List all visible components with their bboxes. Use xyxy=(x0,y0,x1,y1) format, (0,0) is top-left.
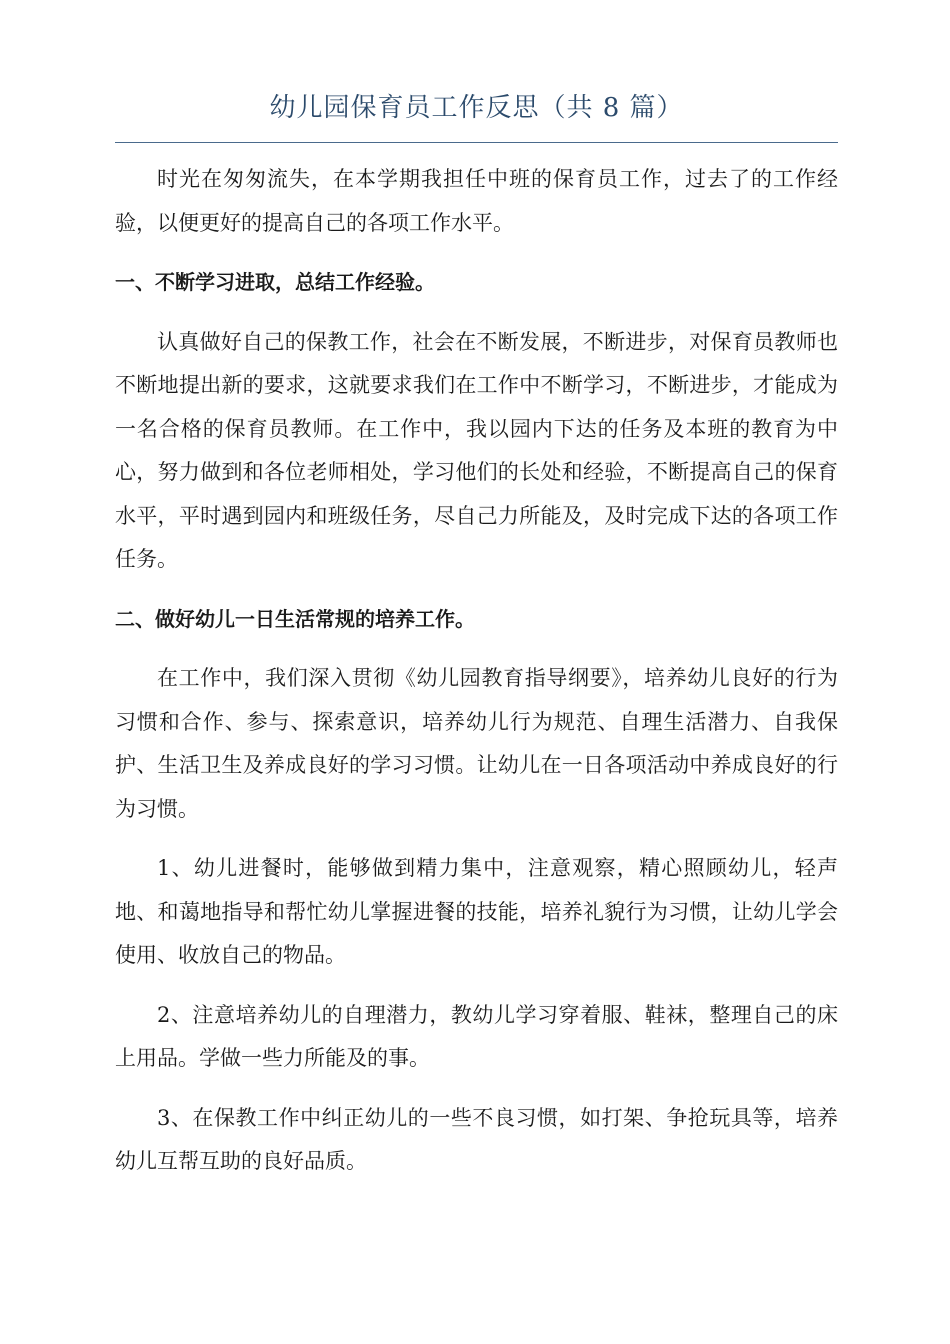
document-title: 幼儿园保育员工作反思（共 8 篇） xyxy=(269,93,684,123)
document-body xyxy=(115,158,838,1200)
section-1-paragraph: 认真做好自己的保教工作，社会在不断发展，不断进步，对保育员教师也不断地提出新的要求，这就要求我们在工作中不断学习，不断进步，才能成为一名合格的保育员教师。在工作中，我以园内下达的任务及本班的教育为中心，努力做到和各位老师相处，学习他们的长处和经验，不断提高自己的保育水平，平时遇到园内和班级任务，尽自己力所能及，及时完成下达的各项工作任务。 xyxy=(115,329,838,571)
title-divider xyxy=(115,142,838,143)
list-item-2: 2、注意培养幼儿的自理潜力，教幼儿学习穿着服、鞋袜，整理自己的床上用品。学做一些力所能及的事。 xyxy=(115,1002,838,1070)
section-2-paragraph: 在工作中，我们深入贯彻《幼儿园教育指导纲要》，培养幼儿良好的行为习惯和合作、参与、探索意识，培养幼儿行为规范、自理生活潜力、自我保护、生活卫生及养成良好的学习习惯。让幼儿在一日各项活动中养成良好的行为习惯。 xyxy=(115,666,838,821)
section-heading-2: 二、做好幼儿一日生活常规的培养工作。 xyxy=(115,606,475,631)
section-heading-1: 一、不断学习进取，总结工作经验。 xyxy=(115,270,435,294)
list-item-3: 3、在保教工作中纠正幼儿的一些不良习惯，如打架、争抢玩具等，培养幼儿互帮互助的良好品质。 xyxy=(115,1105,838,1173)
intro-paragraph: 时光在匆匆流失，在本学期我担任中班的保育员工作，过去了的工作经验，以便更好的提高自己的各项工作水平。 xyxy=(115,167,838,235)
list-item-1: 1、幼儿进餐时，能够做到精力集中，注意观察，精心照顾幼儿，轻声地、和蔼地指导和帮忙幼儿掌握进餐的技能，培养礼貌行为习惯，让幼儿学会使用、收放自己的物品。 xyxy=(115,856,838,967)
